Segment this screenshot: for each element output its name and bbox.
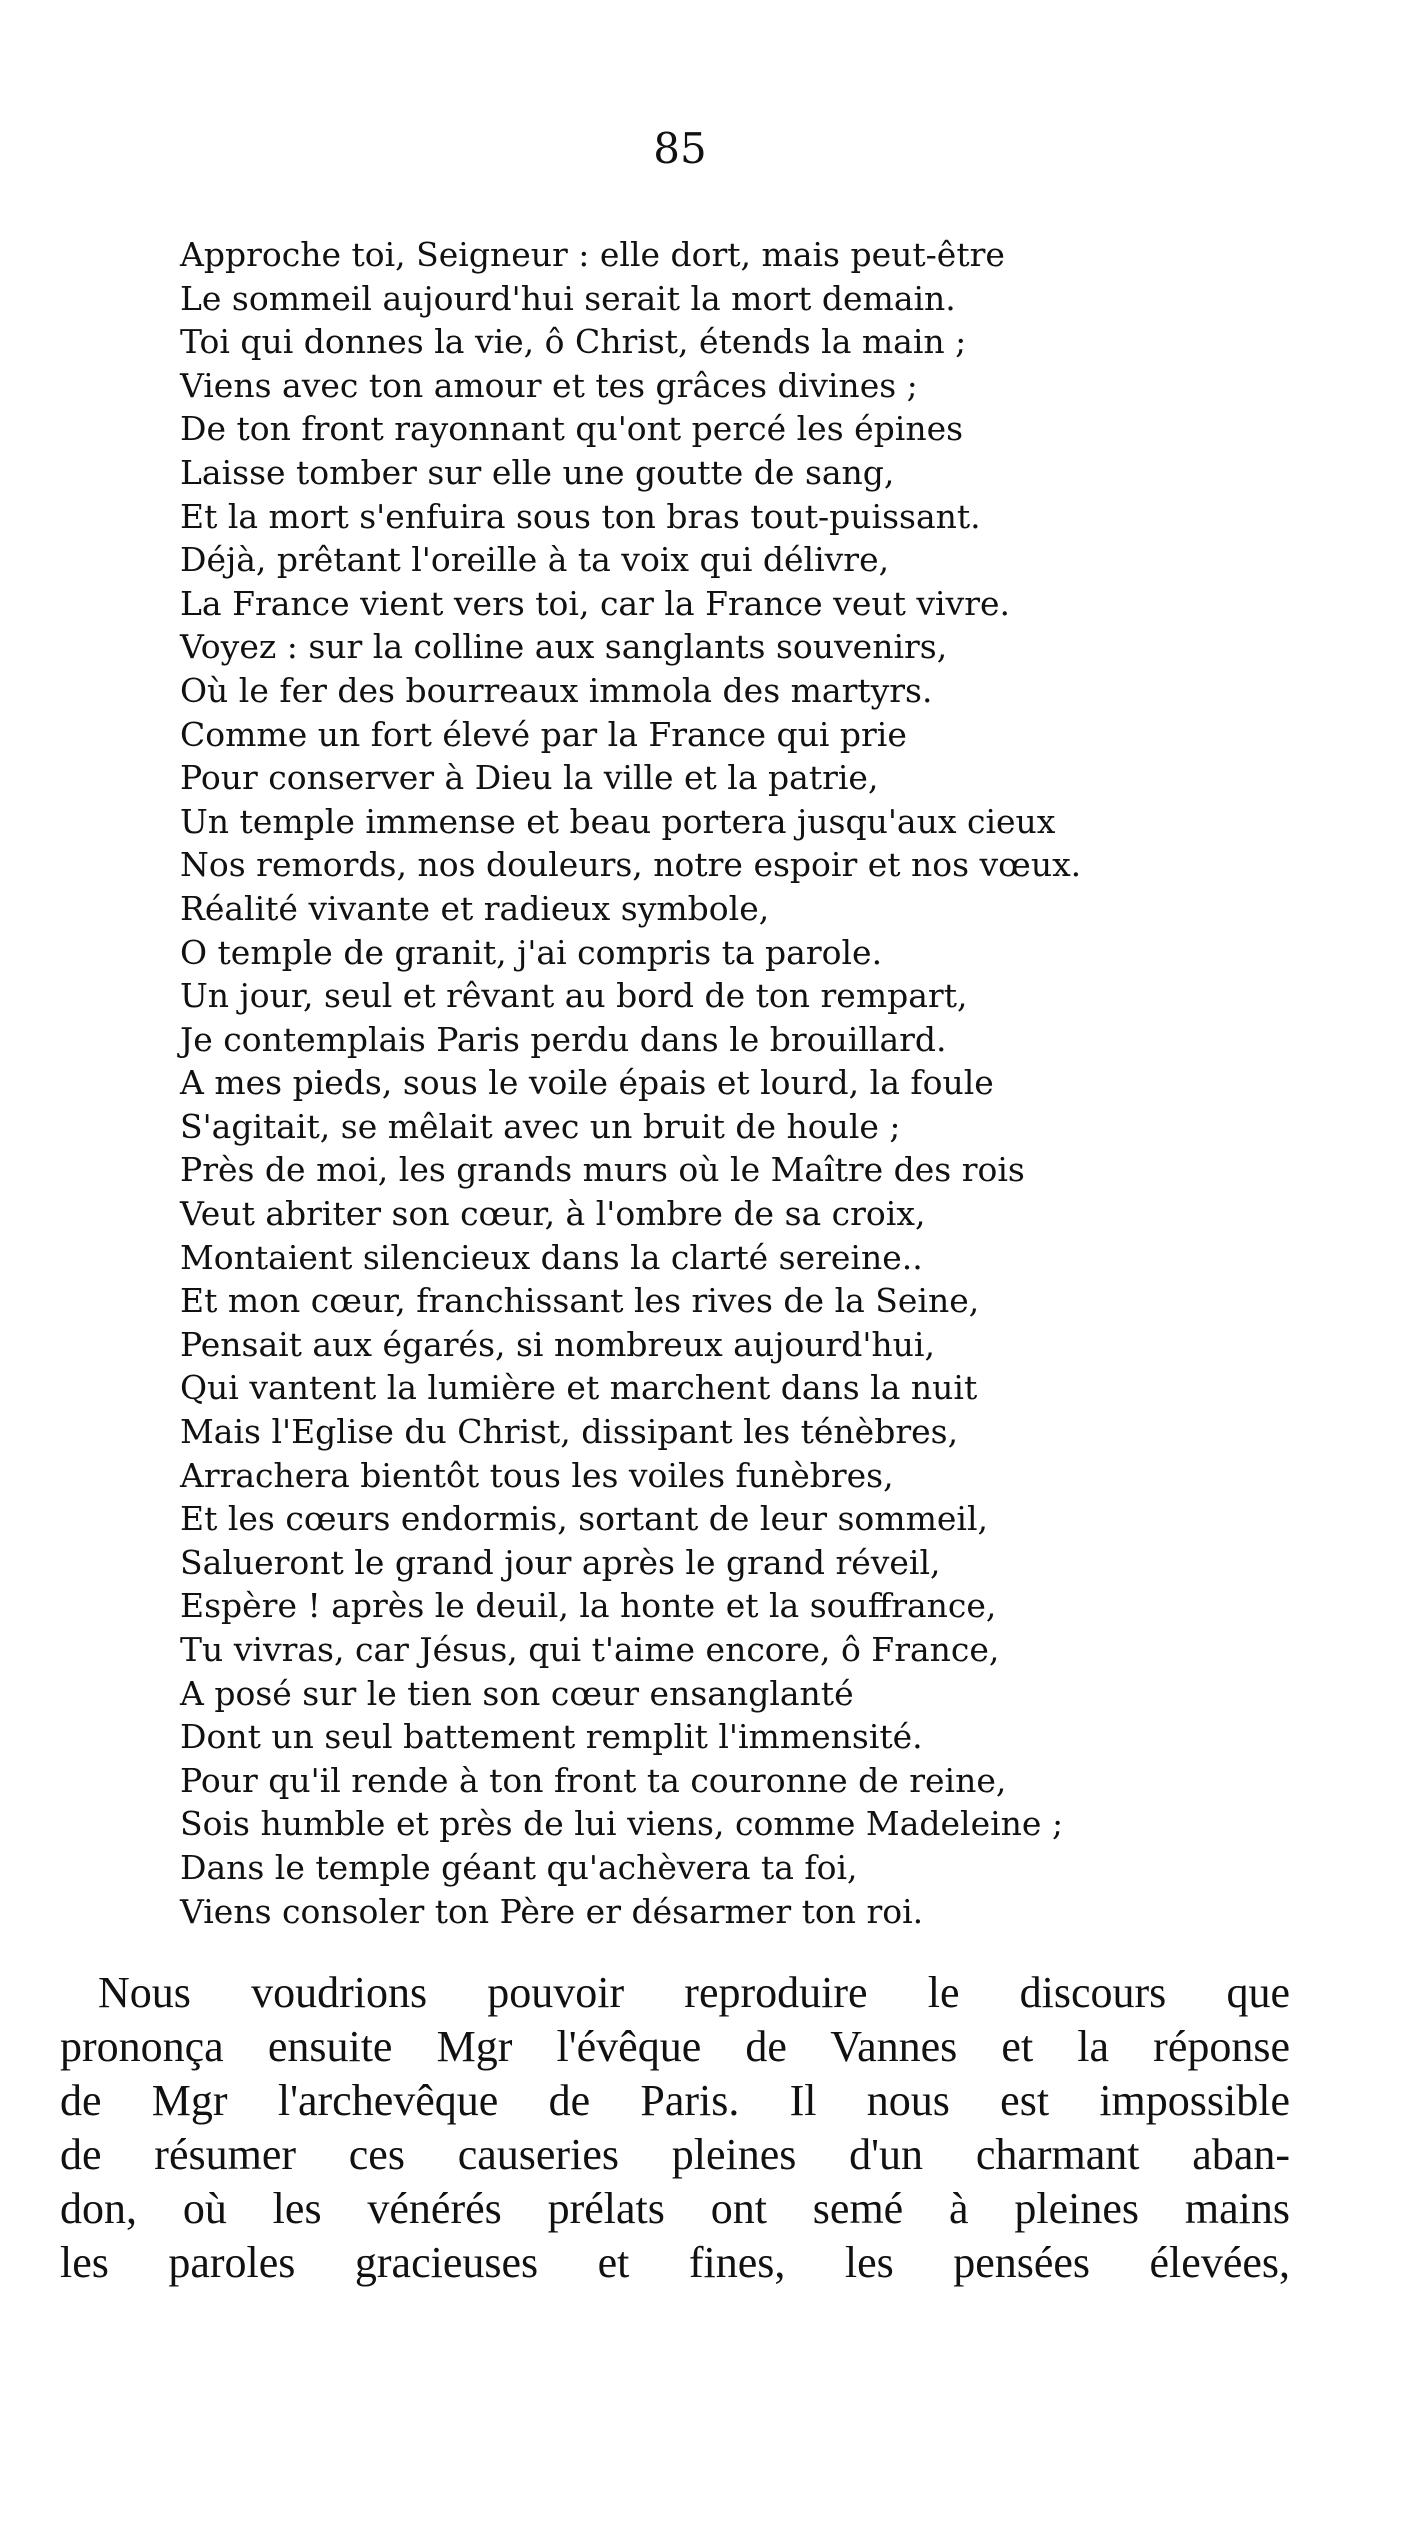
- page-number: 85: [653, 124, 707, 173]
- poem-line: Tu vivras, car Jésus, qui t'aime encore, ô France,: [180, 1630, 1000, 1669]
- poem-line: Viens consoler ton Père er désarmer ton roi.: [180, 1891, 924, 1931]
- prose-line: de résumer ces causeries pleines d'un charmant aban-: [60, 2130, 1290, 2179]
- prose-line: don, où les vénérés prélats ont semé à pleines mains: [60, 2184, 1290, 2233]
- prose-line: prononça ensuite Mgr l'évêque de Vannes et la réponse: [60, 2022, 1290, 2071]
- poem-line: Pensait aux égarés, si nombreux aujourd'hui,: [180, 1324, 935, 1364]
- poem-line: Voyez : sur la colline aux sanglants souvenirs,: [180, 627, 948, 667]
- poem-line: Arrachera bientôt tous les voiles funèbres,: [180, 1455, 894, 1495]
- poem-line: Sois humble et près de lui viens, comme Madeleine ;: [180, 1804, 1064, 1844]
- poem-line: Et mon cœur, franchissant les rives de la Seine,: [180, 1281, 980, 1321]
- poem-line: Déjà, prêtant l'oreille à ta voix qui délivre,: [180, 540, 890, 580]
- poem-line: Un temple immense et beau portera jusqu'aux cieux: [180, 801, 1056, 841]
- poem-line: Dans le temple géant qu'achèvera ta foi,: [180, 1847, 858, 1887]
- poem-line: De ton front rayonnant qu'ont percé les épines: [180, 409, 964, 449]
- prose-paragraph: [60, 1966, 1290, 2290]
- poem-line: Salueront le grand jour après le grand réveil,: [180, 1542, 941, 1582]
- poem-line: Nos remords, nos douleurs, notre espoir et nos vœux.: [180, 845, 1082, 885]
- poem-line: Dont un seul battement remplit l'immensité.: [180, 1717, 923, 1757]
- poem-line: Pour qu'il rende à ton front ta couronne de reine,: [180, 1760, 1007, 1800]
- poem-line: Veut abriter son cœur, à l'ombre de sa croix,: [180, 1194, 926, 1234]
- poem-line: Approche toi, Seigneur : elle dort, mais peut-être: [180, 235, 1005, 274]
- poem-line: Le sommeil aujourd'hui serait la mort demain.: [180, 278, 956, 318]
- prose-line: Nous voudrions pouvoir reproduire le discours que: [98, 1968, 1290, 2017]
- poem-line: Pour conserver à Dieu la ville et la patrie,: [180, 758, 879, 798]
- poem-line: Où le fer des bourreaux immola des martyrs.: [180, 670, 933, 710]
- poem-line: Qui vantent la lumière et marchent dans la nuit: [180, 1368, 978, 1408]
- poem-line: A posé sur le tien son cœur ensanglanté: [180, 1673, 854, 1713]
- poem-line: Viens avec ton amour et tes grâces divines ;: [180, 365, 918, 405]
- poem-line: Espère ! après le deuil, la honte et la souffrance,: [180, 1586, 997, 1626]
- poem-line: Je contemplais Paris perdu dans le brouillard.: [180, 1019, 947, 1059]
- poem-line: A mes pieds, sous le voile épais et lourd, la foule: [180, 1063, 994, 1103]
- poem-line: Toi qui donnes la vie, ô Christ, étends la main ;: [180, 322, 967, 362]
- poem-line: Et les cœurs endormis, sortant de leur sommeil,: [180, 1499, 989, 1539]
- poem-line: Laisse tomber sur elle une goutte de sang,: [180, 452, 895, 492]
- poem-line: Un jour, seul et rêvant au bord de ton rempart,: [180, 976, 968, 1016]
- poem-line: Réalité vivante et radieux symbole,: [180, 888, 770, 928]
- poem-line: La France vient vers toi, car la France veut vivre.: [180, 583, 1010, 623]
- poem-line: Comme un fort élevé par la France qui prie: [180, 714, 907, 754]
- poem-line: Et la mort s'enfuira sous ton bras tout-puissant.: [180, 496, 981, 536]
- poem-line: O temple de granit, j'ai compris ta parole.: [180, 932, 883, 972]
- poem: [180, 233, 1260, 1933]
- prose-line: les paroles gracieuses et fines, les pensées élevées,: [60, 2238, 1290, 2287]
- poem-line: S'agitait, se mêlait avec un bruit de houle ;: [180, 1106, 901, 1146]
- poem-line: Près de moi, les grands murs où le Maître des rois: [180, 1150, 1025, 1190]
- poem-line: Mais l'Eglise du Christ, dissipant les ténèbres,: [180, 1412, 959, 1452]
- poem-line: Montaient silencieux dans la clarté sereine..: [180, 1237, 923, 1277]
- prose-line: de Mgr l'archevêque de Paris. Il nous est impossible: [60, 2076, 1290, 2125]
